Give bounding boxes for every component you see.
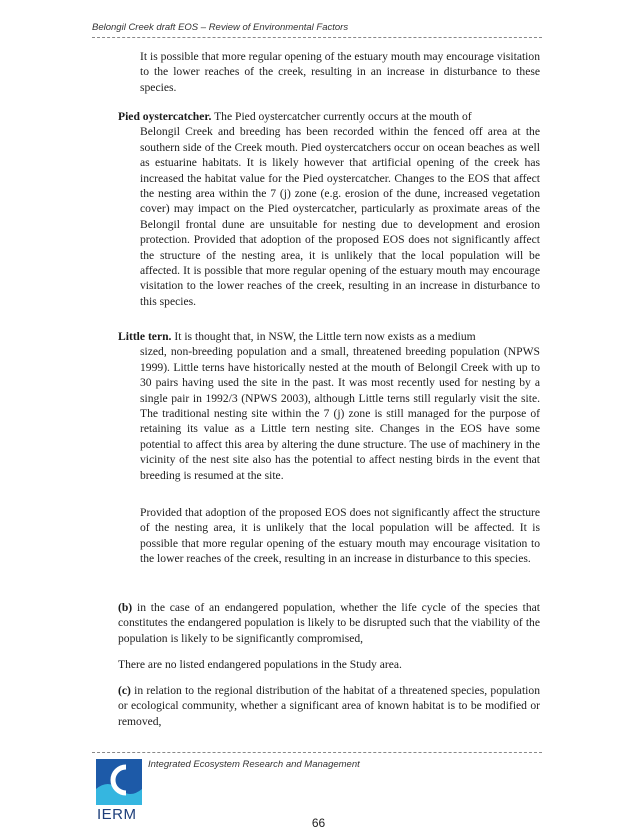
criterion-b-text: in the case of an endangered population, whether the life cycle of the species that constitutes the endangered population is likely to be disrupted such that the viability of the population is likely to be significantly compromised, [118,601,540,645]
criterion-b-label: (b) [118,601,133,614]
header-divider [92,37,542,38]
term-little-tern: Little tern. [118,330,172,343]
criterion-c-label: (c) [118,684,131,697]
paragraph-tern-provided: Provided that adoption of the proposed EOS does not significantly affect the structure of the nesting area, it is unlikely that the local population will be affected. It is possible that more regular opening of the estuary mouth may encourage visitation to the lower reaches of the creek, resulting in an increase in disturbance to this species. [140,506,540,566]
paragraph-no-endangered: There are no listed endangered populations in the Study area. [118,658,402,671]
tern-first-line: It is thought that, in NSW, the Little tern now exists as a medium [174,330,476,343]
paragraph-criterion-c [118,683,540,729]
term-pied-oystercatcher: Pied oystercatcher. [118,110,212,123]
paragraph-little-tern [118,329,540,483]
logo-wordmark: IERM [97,806,137,823]
pied-first-line: The Pied oystercatcher currently occurs at the mouth of [214,110,472,123]
footer-org-name: Integrated Ecosystem Research and Management [148,759,360,770]
pied-continuation: Belongil Creek and breeding has been recorded within the fenced off area at the southern side of the Creek mouth. Pied oystercatchers occur on ocean beaches as well as estuarine habitats. It is likely however that artificial opening of the creek has increased the habitat value for the Pied oystercatcher. Changes to the EOS that affect the nesting area within the 7 (j) zone (e.g. erosion of the dune, increased vegetation cover) may impact on the Pied oystercatcher, particularly as proximate areas of the Belongil frontal dune are unsuitable for nesting due to development and erosion protection. Provided that adoption of the proposed EOS does not significantly affect the structure of the nesting area, it is unlikely that the local population will be affected. It is possible that more regular opening of the estuary mouth may encourage visitation to the lower reaches of the creek, resulting in an increase in disturbance to this species. [140,125,540,308]
paragraph-criterion-b [118,600,540,646]
page-number: 66 [311,816,326,830]
paragraph-visitation: It is possible that more regular opening of the estuary mouth may encourage visitation to the lower reaches of the creek, resulting in an increase in disturbance to these species. [140,50,540,94]
footer-divider [92,752,542,753]
ierm-logo-icon [96,759,142,811]
tern-continuation: sized, non-breeding population and a small, threatened breeding population (NPWS 1999). Little terns have historically nested at the mouth of Belongil Creek with up to 30 pairs having used the site in the past. It was most recently used for nesting by a single pair in 1992/3 (NPWS 2003), although Little terns still regularly visit the site. The traditional nesting site within the 7 (j) zone is still managed for the purpose of retaining its value as a Little tern nesting site. Changes in the EOS have some potential to affect this area by altering the dune structure. The use of machinery in the vicinity of the nest site also has the potential to affect nesting birds in the event that breeding is resumed at the site. [140,345,540,482]
paragraph-pied-oystercatcher [118,109,540,309]
running-header: Belongil Creek draft EOS – Review of Environmental Factors [92,22,349,33]
criterion-c-text: in relation to the regional distribution of the habitat of a threatened species, population or ecological community, whether a significant area of known habitat is to be modified or removed, [118,684,540,728]
